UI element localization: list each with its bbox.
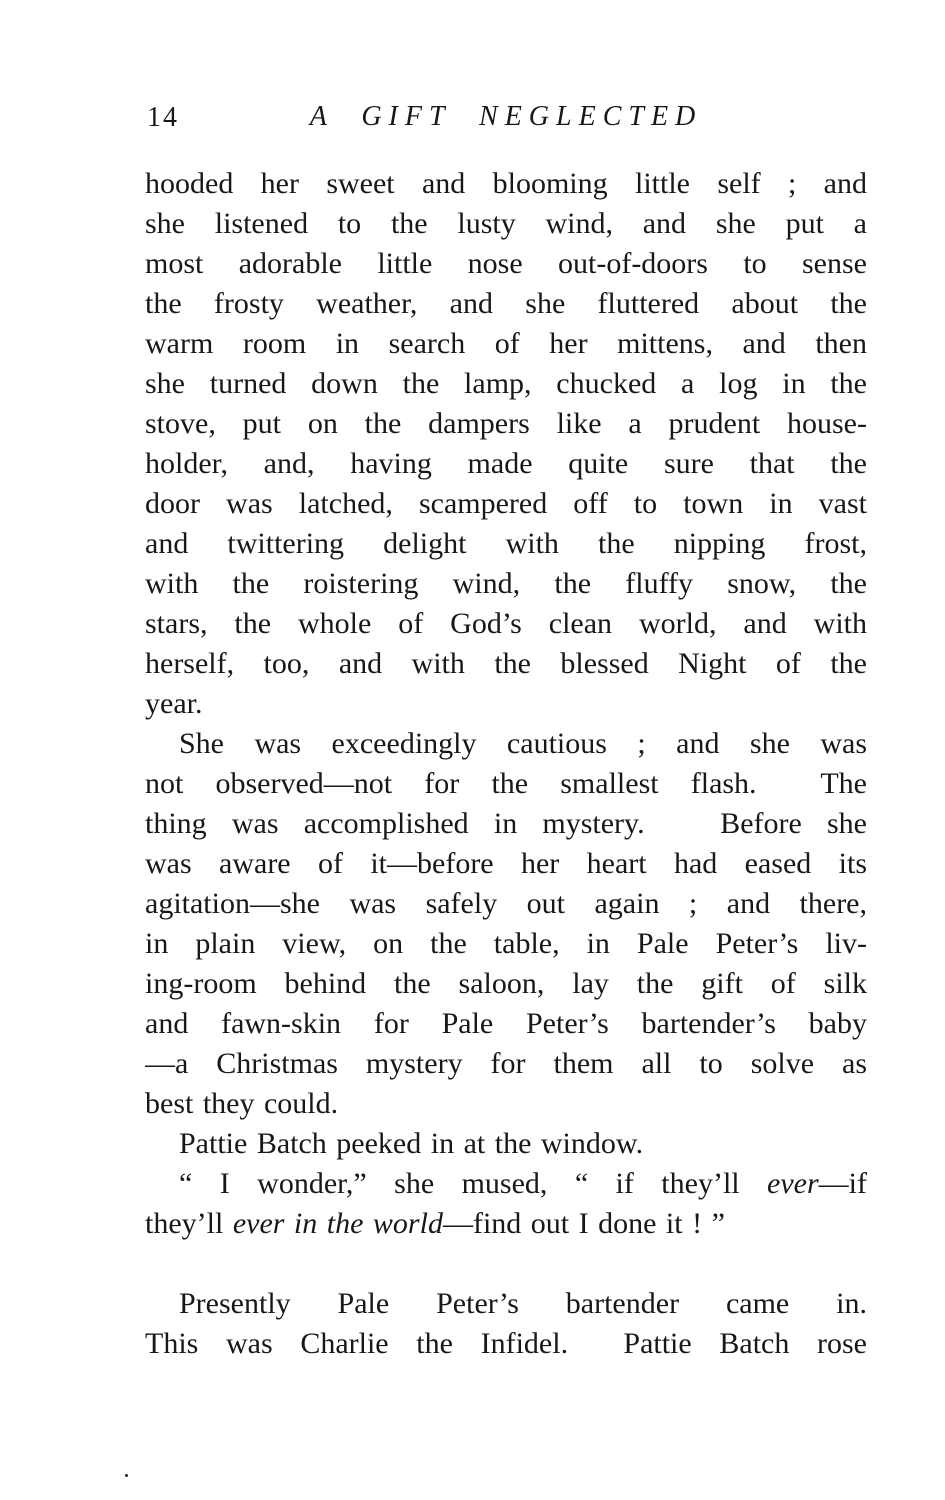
text-line: ing-room behind the saloon, lay the gift of silk <box>145 967 867 1000</box>
page-number: 14 <box>147 102 179 133</box>
text-line: herself, too, and with the blessed Night of the <box>145 647 867 680</box>
text-line: was aware of it—before her heart had eased its <box>145 847 867 880</box>
paragraph <box>145 1284 867 1364</box>
paragraph <box>145 724 867 1124</box>
text-line: hooded her sweet and blooming little self ; and <box>145 167 867 200</box>
text-line: agitation—she was safely out again ; and there, <box>145 887 867 920</box>
text-line: Pattie Batch peeked in at the window. <box>179 1127 644 1160</box>
text-line: door was latched, scampered off to town in vast <box>145 487 867 520</box>
text-line: most adorable little nose out-of-doors to sense <box>145 247 867 280</box>
running-header <box>145 100 867 164</box>
text-line: holder, and, having made quite sure that the <box>145 447 867 480</box>
text-line: and twittering delight with the nipping frost, <box>145 527 867 560</box>
text-line: she turned down the lamp, chucked a log in the <box>145 367 867 400</box>
text-line: in plain view, on the table, in Pale Peter’s liv- <box>145 927 867 960</box>
paragraph <box>145 1124 867 1164</box>
paragraph <box>145 1164 867 1244</box>
text-line: they’ll ever in the world—find out I done it ! ” <box>145 1207 725 1240</box>
text-line: best they could. <box>145 1087 339 1120</box>
text-line: the frosty weather, and she fluttered about the <box>145 287 867 320</box>
text-line: warm room in search of her mittens, and then <box>145 327 867 360</box>
text-line: “ I wonder,” she mused, “ if they’ll ever—if <box>179 1167 867 1200</box>
text-line: not observed—not for the smallest flash. The <box>145 767 867 800</box>
page-body <box>145 164 867 1364</box>
text-line: year. <box>145 687 203 720</box>
text-line: This was Charlie the Infidel. Pattie Batch rose <box>145 1327 867 1360</box>
text-line: and fawn-skin for Pale Peter’s bartender’s baby <box>145 1007 867 1040</box>
running-title: A GIFT NEGLECTED <box>309 101 703 132</box>
text-line: Presently Pale Peter’s bartender came in. <box>179 1287 867 1320</box>
text-line: She was exceedingly cautious ; and she was <box>179 727 867 760</box>
text-line: —a Christmas mystery for them all to solve as <box>145 1047 867 1080</box>
scan-speck <box>125 1474 128 1477</box>
text-line: with the roistering wind, the fluffy snow, the <box>145 567 867 600</box>
text-line: stove, put on the dampers like a prudent house- <box>145 407 867 440</box>
text-line: she listened to the lusty wind, and she put a <box>145 207 867 240</box>
text-block <box>145 100 867 1364</box>
paragraph <box>145 164 867 724</box>
text-line: thing was accomplished in mystery. Before she <box>145 807 867 840</box>
text-line: stars, the whole of God’s clean world, and with <box>145 607 867 640</box>
